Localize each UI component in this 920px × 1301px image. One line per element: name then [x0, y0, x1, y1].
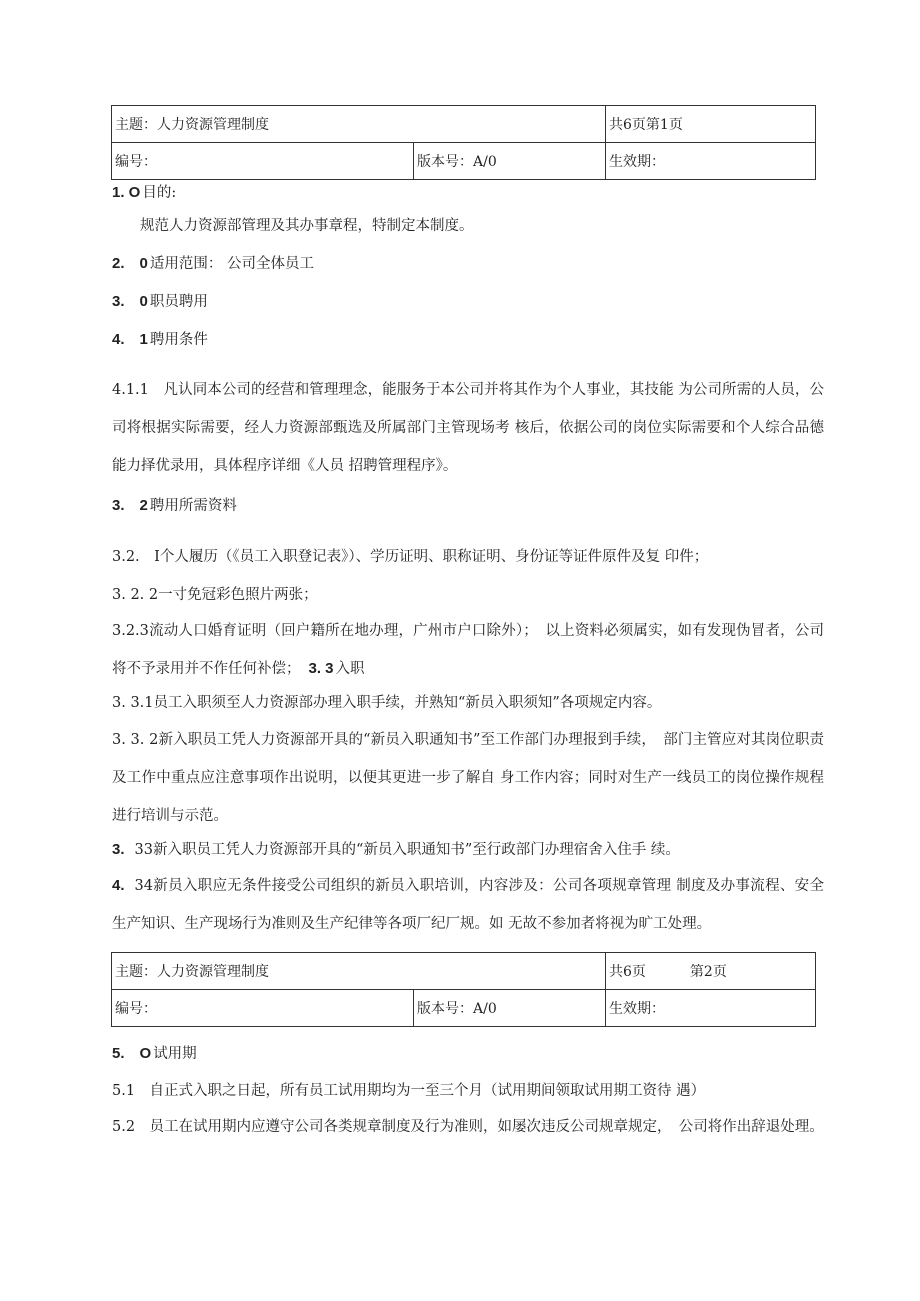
header-table-2 [111, 952, 816, 1027]
paragraph-3-3-3: 3. 33新入职员工凭人力资源部开具的“新员入职通知书”至行政部门办理宿舍入住手 续。 [112, 841, 680, 858]
paragraph-5-2: 5.2 员工在试用期内应遵守公司各类规章制度及行为准则，如屡次违反公司规章规定， 公司将作出辞退处理。 [112, 1119, 824, 1135]
paragraph-3-3-1: 3. 3.1员工入职须至人力资源部办理入职手续，并熟知“新员入职须知”各项规定内容。 [112, 695, 662, 711]
header-pages: 共6页 第2页 [606, 953, 816, 990]
header-version: 版本号：A/0 [414, 143, 606, 180]
section-3-heading: 3. 0 职员聘用 [112, 293, 208, 310]
paragraph-3-2-2: 3. 2. 2一寸免冠彩色照片两张； [112, 587, 318, 603]
header-version: 版本号：A/0 [414, 990, 606, 1027]
header-number: 编号： [112, 990, 414, 1027]
paragraph-3-3-4: 4. 34新员入职应无条件接受公司组织的新员入职培训，内容涉及：公司各项规章管理 制度及办事流程、安全生产知识、生产现场行为准则及生产纪律等各项厂纪厂规。如 无故不参加者将视为旷工处理。 [112, 877, 824, 932]
section-5-heading: 5. O 试用期 [112, 1045, 197, 1062]
header-number: 编号： [112, 143, 414, 180]
paragraph-3-3-2: 3. 3. 2新入职员工凭人力资源部开具的“新员入职通知书”至工作部门办理报到手续， 部门主管应对其岗位职责及工作中重点应注意事项作出说明，以便其更进一步了解自 身工作内容；同时对生产一线员工的岗位操作规程进行培训与示范。 [112, 732, 824, 824]
section-1-text: 规范人力资源部管理及其办事章程，特制定本制度。 [140, 218, 474, 234]
header-pages: 共6页第1页 [606, 106, 816, 143]
header-effective: 生效期： [606, 143, 816, 180]
header-subject: 主题：人力资源管理制度 [112, 953, 606, 990]
header-subject: 主题：人力资源管理制度 [112, 106, 606, 143]
paragraph-3-2-3: 3.2.3流动人口婚育证明（回户籍所在地办理，广州市户口除外）； 以上资料必须属实，如有发现伪冒者，公司将不予录用并不作任何补偿； 3. 3 入职 [112, 623, 824, 677]
paragraph-3-2-1: 3.2. I个人履历（《员工入职登记表》）、学历证明、职称证明、身份证等证件原件及复 印件； [112, 549, 709, 565]
header-table-1 [111, 105, 816, 180]
paragraph-5-1: 5.1 自正式入职之日起，所有员工试用期均为一至三个月（试用期间领取试用期工资待 遇） [112, 1083, 706, 1099]
section-2-heading: 2. 0 适用范围： 公司全体员工 [112, 255, 314, 272]
section-1-heading: 1. O 目的: [112, 184, 177, 201]
section-3-2-heading: 3. 2 聘用所需资料 [112, 497, 237, 514]
paragraph-4-1-1: 4.1.1 凡认同本公司的经营和管理理念，能服务于本公司并将其作为个人事业，其技能 为公司所需的人员，公司将根据实际需要，经人力资源部甄选及所属部门主管现场考 核后，依据公司的岗位实际需要和个人综合品德能力择优录用，具体程序详细《人员 招聘管理程序》。 [112, 382, 824, 474]
header-effective: 生效期： [606, 990, 816, 1027]
section-4-heading: 4. 1 聘用条件 [112, 331, 208, 348]
